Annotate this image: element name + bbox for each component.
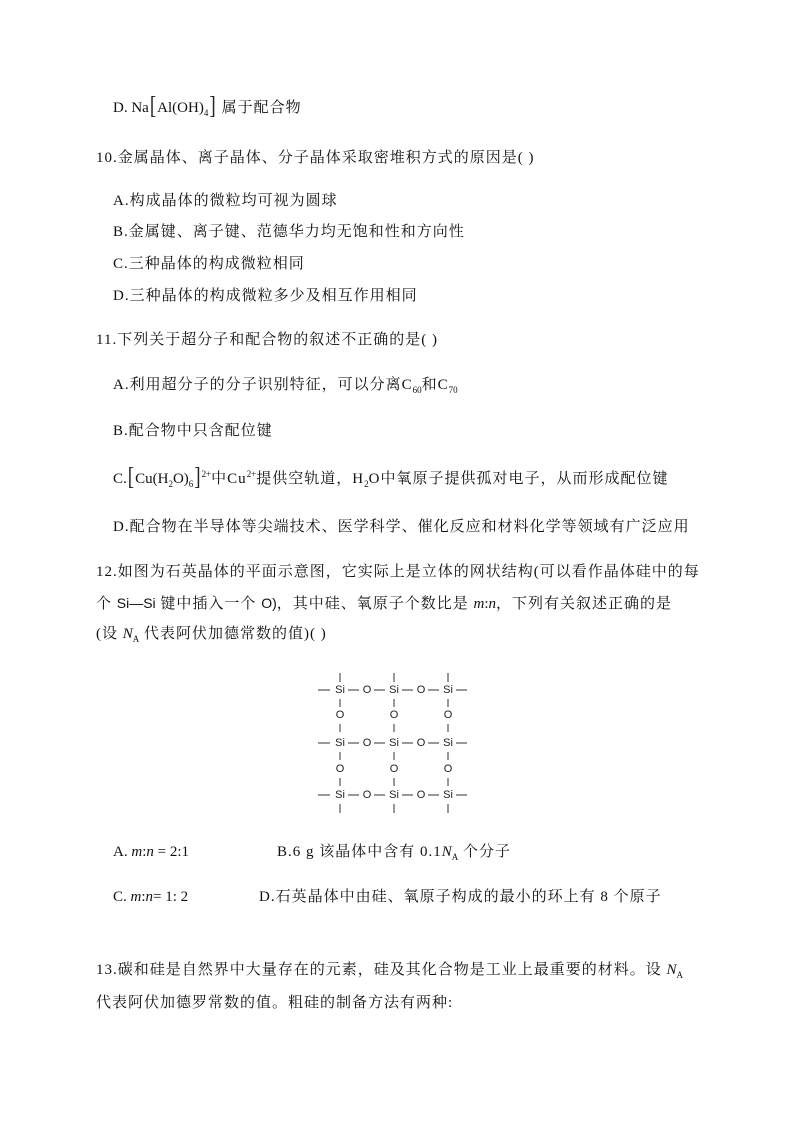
variable-n: n: [488, 596, 497, 612]
q11-option-d: D.配合物在半导体等尖端技术、医学科学、催化反应和材料化学等领域有广泛应用: [113, 519, 690, 535]
stem-text: 键中插入一个: [155, 596, 262, 612]
avogadro-symbol: N: [441, 844, 452, 860]
stem-text: ，其中硅、氧原子个数比是: [276, 596, 474, 612]
silicon-atom-label: Si: [389, 684, 399, 696]
formula-bracket-open: [: [149, 91, 157, 121]
option-text: 提供空轨道，H: [256, 471, 365, 487]
q10-option-d: D.三种晶体的构成微粒多少及相互作用相同: [113, 288, 418, 304]
ratio-value: = 2:1: [153, 844, 189, 860]
stem-text: 13.碳和硅是自然界中大量存在的元素，硅及其化合物是工业上最重要的材料。设: [96, 962, 667, 978]
option-label: D. Na: [113, 100, 149, 116]
formula-complex: Al(OH): [157, 100, 204, 116]
quartz-structure-diagram: [310, 668, 480, 818]
q9-option-d: [113, 91, 302, 121]
q12-option-d: D.石英晶体中由硅、氧原子构成的最小的环上有 8 个原子: [259, 889, 662, 905]
formula-part: Cu(H: [135, 471, 169, 487]
stem-text: 个: [96, 596, 117, 612]
q10-option-a: A.构成晶体的微粒均可视为圆球: [113, 193, 338, 209]
formula-subscript: 4: [203, 108, 209, 118]
q11-stem: 11.下列关于超分子和配合物的叙述不正确的是( ): [96, 332, 438, 348]
variable-n: n: [146, 844, 154, 860]
oxygen-atom-label: O: [416, 737, 426, 749]
ratio-colon: :: [142, 844, 147, 860]
variable-m: m: [131, 844, 143, 860]
variable-n: n: [145, 889, 154, 905]
oxygen-atom-label: O: [362, 737, 372, 749]
silicon-atom-label: Si: [335, 684, 345, 696]
oxygen-atom-label: O: [335, 709, 345, 721]
oxygen-atom-label: O: [416, 789, 426, 801]
oxygen-atom-label: O: [416, 684, 426, 696]
silicon-atom-label: Si: [443, 737, 453, 749]
silicon-atom-label: Si: [335, 789, 345, 801]
option-label: C.: [113, 889, 131, 905]
q11-option-b: B.配合物中只含配位键: [113, 423, 273, 439]
ratio-value: = 1: 2: [153, 889, 189, 905]
option-text: 个分子: [458, 844, 512, 860]
formula-bracket-close: ]: [209, 91, 216, 121]
q12-stem-line-1: 12.如图为石英晶体的平面示意图，它实际上是立体的网状结构(可以看作晶体硅中的每: [96, 564, 700, 580]
q10-option-b: B.金属键、离子键、范德华力均无饱和性和方向性: [113, 224, 465, 240]
option-text: 属于配合物: [221, 100, 302, 116]
stem-text: ，下列有关叙述正确的是: [496, 596, 673, 612]
formula-subscript: 2: [364, 479, 369, 489]
variable-m: m: [473, 596, 485, 612]
silicon-atom-label: Si: [335, 737, 345, 749]
option-label: C.: [113, 471, 127, 487]
option-text: O中氧原子提供孤对电子，从而形成配位键: [368, 471, 669, 487]
q13-stem-line-1: [96, 959, 683, 981]
oxygen-atom-label: O: [443, 763, 453, 775]
oxygen-atom-label: O: [389, 709, 399, 721]
q12-stem-line-3: [96, 623, 327, 645]
option-text: B.6 g 该晶体中含有 0.1: [277, 844, 442, 860]
formula-bracket-close: ]: [194, 462, 201, 492]
q12-option-b: [277, 841, 511, 863]
formula-part: O): [172, 471, 189, 487]
avogadro-symbol: N: [122, 626, 133, 642]
oxygen-atom-label: O: [362, 684, 372, 696]
q13-stem-line-2: 代表阿伏加德罗常数的值。粗硅的制备方法有两种:: [96, 995, 454, 1011]
oxygen-atom-label: O: [362, 789, 372, 801]
oxygen-text: O): [261, 595, 277, 611]
q11-option-a: [113, 374, 458, 396]
oxygen-atom-label: O: [443, 709, 453, 721]
q12-stem-line-2: [96, 592, 672, 614]
ratio-colon: :: [141, 889, 146, 905]
formula-charge: 2+: [201, 469, 212, 479]
avogadro-subscript: A: [451, 852, 459, 862]
variable-m: m: [130, 889, 142, 905]
silicon-atom-label: Si: [389, 737, 399, 749]
avogadro-symbol: N: [666, 962, 677, 978]
silicon-atom-label: Si: [389, 789, 399, 801]
q12-option-a: [113, 841, 189, 863]
formula-charge: 2+: [246, 469, 257, 479]
q10-stem: 10.金属晶体、离子晶体、分子晶体采取密堆积方式的原因是( ): [96, 150, 535, 166]
option-text: 和C: [421, 377, 449, 393]
stem-text: (设: [96, 626, 123, 642]
oxygen-atom-label: O: [335, 763, 345, 775]
silicon-atom-label: Si: [443, 684, 453, 696]
stem-text: 代表阿伏加德常数的值)( ): [139, 626, 327, 642]
q11-option-c: [113, 462, 669, 492]
formula-subscript: 70: [448, 385, 458, 395]
oxygen-atom-label: O: [389, 763, 399, 775]
option-label: A.: [113, 844, 132, 860]
formula-subscript: 2: [168, 479, 173, 489]
formula-subscript: 60: [412, 385, 422, 395]
q10-option-c: C.三种晶体的构成微粒相同: [113, 256, 305, 272]
si-si-bond-text: Si—Si: [116, 595, 156, 611]
avogadro-subscript: A: [132, 634, 140, 644]
formula-subscript: 6: [188, 479, 194, 489]
silicon-atom-label: Si: [443, 789, 453, 801]
q12-option-c: [113, 886, 188, 908]
formula-bracket-open: [: [127, 462, 135, 492]
option-text: A.利用超分子的分子识别特征，可以分离C: [113, 377, 413, 393]
ratio-colon: :: [484, 596, 489, 612]
option-text: 中Cu: [211, 471, 247, 487]
avogadro-subscript: A: [676, 970, 684, 980]
